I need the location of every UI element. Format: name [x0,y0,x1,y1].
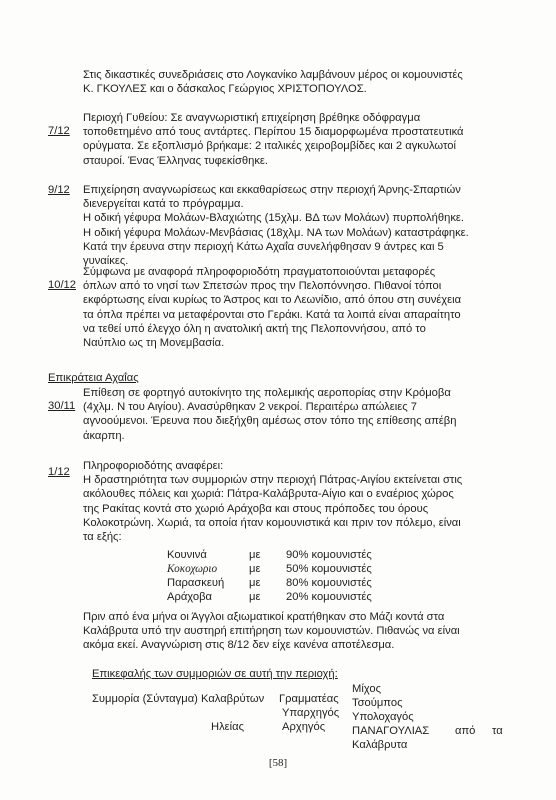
entry-line: Περιοχή Γυθείου: Σε αναγνωριστική επιχείρηση βρέθηκε οδόφραγμα [83,112,421,124]
entry-line: Σύμφωνα με αναφορά πληροφοριοδότη πραγματοποιούνται μεταφορές [83,266,436,278]
leaders-heading: Επικεφαλής των συμμοριών σε αυτή την περιοχή: [92,668,338,680]
section-heading: Επικράτεια Αχαΐας [48,372,139,384]
village-name: Κοκοχωριο [167,563,218,575]
entry-text [83,111,503,168]
entry-text [83,265,503,350]
leader-name: Μίχος [352,683,381,695]
entry-text [83,183,503,268]
village-percentage: 80% κομουνιστές [286,577,372,589]
entry-line: τα εξής: [83,531,122,544]
entry-date: 7/12 [48,125,70,137]
village-percentage: 50% κομουνιστές [286,563,372,575]
entry-line: Η οδική γέφυρα Μολάων-Μενβάσιας (18χλμ. ΝΑ των Μολάων) καταστράφηκε. [83,226,469,239]
entry-line: Επιχείρηση αναγνωρίσεως και εκκαθαρίσεως στην περιοχή Άρνης-Σπαρτιών [83,184,461,196]
entry-date: 1/12 [48,466,70,478]
intro-line: Κ. ΓΚΟΥΛΕΣ και ο δάσκαλος Γεώργιος ΧΡΙΣΤΟΠΟΥΛΟΣ. [83,83,367,96]
intro-line: Στις δικαστικές συνεδριάσεις στο Λογκανίκο λαμβάνουν μέρος οι κομουνιστές [83,69,463,81]
leaders-table [0,682,556,754]
entry-line: ακόλουθες πόλεις και χωριά: Πάτρα-Καλάβρυτα-Αίγιο και ο εναέριος χώρος [83,488,454,501]
village-connector: με [249,577,261,589]
village-connector: με [249,591,261,603]
entry-line: της Ρακίτας κοντά στο χωριό Αράχοβα και στους πρόποδες του όρους [83,502,429,515]
paragraph-line: Καλάβρυτα υπό την αυστηρή επιτήρηση των κομουνιστών. Πιθανώς να είναι [83,625,460,638]
entry-date: 10/12 [48,279,76,291]
entry-text [83,459,503,544]
entry-line: τα όπλα πρέπει να μεταφέρονται στο Γεράκι. Κατά τα λοιπά είναι απαραίτητο [83,308,461,321]
entry-text [83,386,503,443]
entry-line: Κολοκοτρώνη. Χωριά, τα οποία ήταν κομουνιστικά και πριν τον πόλεμο, είναι [83,516,461,529]
entry-line: τοποθετημένο από τους αντάρτες. Περίπου 15 διαμορφωμένα προστατευτικά [83,126,464,139]
entry-line: ορύγματα. Σε εξοπλισμό βρήκαμε: 2 ιταλικές χειροβομβίδες και 2 αγκυλωτοί [83,140,456,153]
villages-table [0,548,556,608]
village-connector: με [249,549,261,561]
leader-origin-word: από [455,725,476,737]
leader-name: ΠΑΝΑΓΟΥΛΙΑΣ [352,725,430,737]
leader-name: Τσούμπος [352,697,403,709]
village-name: Κουνινά [167,549,207,561]
village-percentage: 20% κομουνιστές [286,591,372,603]
entry-date: 9/12 [48,184,70,196]
entry-line: αγνοούμενοι. Έρευνα που διεξήχθη αμέσως στον τόπο της επίθεσης απέβη [83,415,457,428]
entry-line: να τεθεί υπό έλεγχο όλη η ανατολική ακτή της Πελοποννήσου, από το [83,322,426,335]
intro-paragraph [83,68,463,96]
band-label: Ηλείας [211,721,245,733]
entry-line: Κατά την έρευνα στην περιοχή Κάτω Αχαΐα συνελήφθησαν 9 άντρες και 5 [83,240,444,253]
entry-line: σταυροί. Ένας Έλληνας τυφεκίσθηκε. [83,154,269,167]
village-percentage: 90% κομουνιστές [286,549,372,561]
page-number: [58] [268,757,288,769]
entry-line: Η οδική γέφυρα Μολάων-Βλαχιώτης (15χλμ. ΒΔ των Μολάων) πυρπολήθηκε. [83,212,465,225]
entry-line: άκαρπη. [83,429,125,442]
leader-role: Γραμματέας [279,693,339,705]
paragraph-line: Πριν από ένα μήνα οι Άγγλοι αξιωματικοί κρατήθηκαν στο Μάζι κοντά στα [83,611,445,623]
entry-line: εκφόρτωσης είναι κυρίως το Άστρος και το Λεωνίδιο, από όπου στη συνέχεια [83,294,462,307]
leader-role: Αρχηγός [282,721,326,733]
village-name: Αράχοβα [167,591,212,603]
leader-rank: Υπολοχαγός [352,711,414,723]
paragraph-line: ακόμα εκεί. Αναγνώριση στις 8/12 δεν είχε κανένα αποτέλεσμα. [83,639,395,652]
band-label: Συμμορία (Σύνταγμα) Καλαβρύτων [92,693,265,705]
entry-line: γυναίκες. [83,255,129,268]
leader-origin: Καλάβρυτα [352,739,408,751]
entry-line: διενεργείται κατά το πρόγραμμα. [83,198,244,211]
after-table-paragraph [83,610,503,653]
village-connector: με [249,563,261,575]
entry-line: Ναύπλιο ως τη Μονεμβασία. [83,337,225,350]
entry-line: όπλων από το νησί των Σπετσών προς την Πελοπόννησο. Πιθανοί τόποι [83,280,442,293]
entry-date: 30/11 [48,400,76,412]
leader-role: Υπαρχηγός [282,707,340,719]
entry-line: (4χλμ. Ν του Αιγίου). Ανασύρθηκαν 2 νεκροί. Περαιτέρω απώλειες 7 [83,401,417,414]
leader-origin-word: τα [492,725,503,737]
entry-line: Η δραστηριότητα των συμμοριών στην περιοχή Πάτρας-Αιγίου εκτείνεται στις [83,474,463,487]
entry-line: Επίθεση σε φορτηγό αυτοκίνητο της πολεμικής αεροπορίας στην Κρόμοβα [83,387,451,399]
entry-line: Πληροφοριοδότης αναφέρει: [83,460,224,472]
village-name: Παρασκευή [167,577,225,589]
